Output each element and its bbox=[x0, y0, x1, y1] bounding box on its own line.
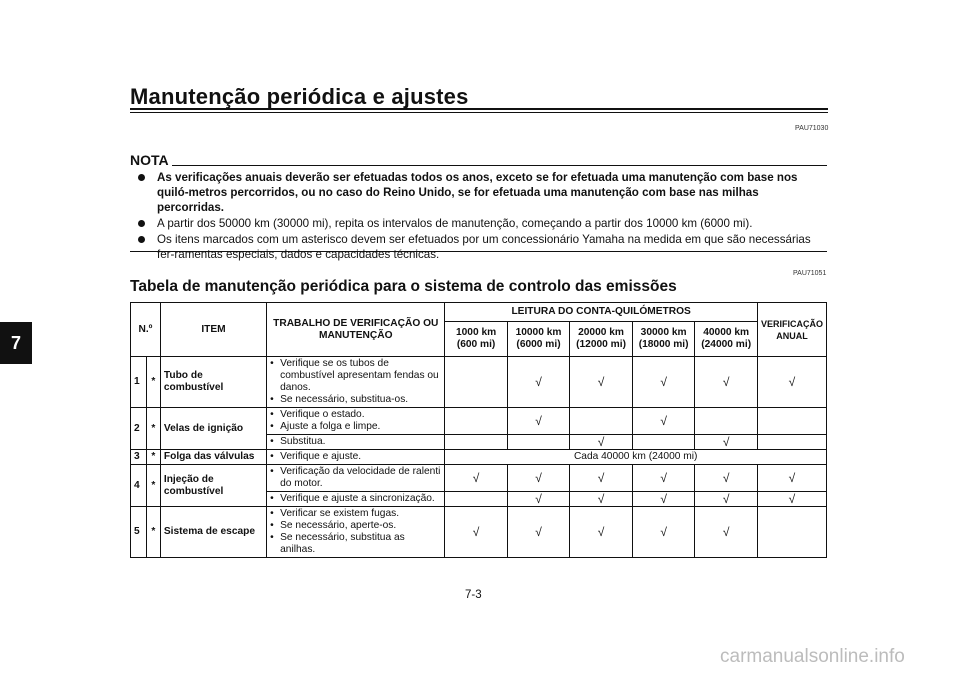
row-asterisk: * bbox=[146, 507, 160, 558]
empty-cell bbox=[695, 408, 758, 435]
operation-line: • Verifique e ajuste a sincronização. bbox=[270, 493, 441, 505]
check-mark: √ bbox=[570, 357, 633, 408]
check-mark: √ bbox=[570, 492, 633, 507]
empty-cell bbox=[445, 435, 507, 450]
row-asterisk: * bbox=[146, 465, 160, 507]
row-number: 2 bbox=[131, 408, 147, 450]
check-mark: √ bbox=[445, 465, 507, 492]
nota-item: A partir dos 50000 km (30000 mi), repita os intervalos de manutenção, começando a partir dos 10000 km (6000 mi). bbox=[136, 216, 828, 231]
row-operation bbox=[267, 465, 445, 492]
check-mark: √ bbox=[445, 507, 507, 558]
row-operation bbox=[267, 450, 445, 465]
empty-cell bbox=[570, 408, 633, 435]
row-item: Sistema de escape bbox=[160, 507, 266, 558]
check-mark: √ bbox=[632, 465, 695, 492]
row-asterisk: * bbox=[146, 357, 160, 408]
chapter-tab: 7 bbox=[0, 322, 32, 364]
row-number: 5 bbox=[131, 507, 147, 558]
row-number: 3 bbox=[131, 450, 147, 465]
operation-list bbox=[270, 436, 441, 448]
watermark: carmanualsonline.info bbox=[720, 646, 905, 667]
table-row bbox=[131, 507, 827, 558]
empty-cell bbox=[757, 408, 826, 435]
check-mark: √ bbox=[695, 492, 758, 507]
row-operation bbox=[267, 408, 445, 435]
nota-label: NOTA bbox=[130, 152, 169, 168]
header-work: TRABALHO DE VERIFICAÇÃO OU MANUTENÇÃO bbox=[267, 303, 445, 357]
operation-line: • Verifique e ajuste. bbox=[270, 451, 441, 463]
interval-span: Cada 40000 km (24000 mi) bbox=[445, 450, 827, 465]
table-row bbox=[131, 450, 827, 465]
empty-cell bbox=[507, 435, 570, 450]
operation-line: • Ajuste a folga e limpe. bbox=[270, 421, 441, 433]
page-number: 7-3 bbox=[465, 589, 482, 601]
check-mark: √ bbox=[695, 465, 758, 492]
empty-cell bbox=[757, 435, 826, 450]
check-mark: √ bbox=[570, 465, 633, 492]
title-rule bbox=[130, 108, 828, 113]
nota-list bbox=[136, 170, 828, 263]
check-mark: √ bbox=[632, 357, 695, 408]
check-mark: √ bbox=[632, 492, 695, 507]
row-number: 1 bbox=[131, 357, 147, 408]
operation-line: • Substitua. bbox=[270, 436, 441, 448]
header-annual: VERIFICAÇÃO ANUAL bbox=[757, 303, 826, 357]
table-row bbox=[131, 465, 827, 492]
check-mark: √ bbox=[695, 357, 758, 408]
row-item: Injeção de combustível bbox=[160, 465, 266, 507]
header-odometer: LEITURA DO CONTA-QUILÓMETROS bbox=[445, 303, 758, 322]
check-mark: √ bbox=[507, 507, 570, 558]
row-asterisk: * bbox=[146, 450, 160, 465]
row-item: Velas de ignição bbox=[160, 408, 266, 450]
check-mark: √ bbox=[757, 465, 826, 492]
page-title: Manutenção periódica e ajustes bbox=[130, 84, 469, 109]
operation-list bbox=[270, 493, 441, 505]
check-mark: √ bbox=[757, 492, 826, 507]
check-mark: √ bbox=[507, 492, 570, 507]
section-title: Tabela de manutenção periódica para o sistema de controlo das emissões bbox=[130, 278, 677, 295]
nota-code: PAU71030 bbox=[795, 125, 829, 132]
operation-list bbox=[270, 466, 441, 490]
maintenance-table bbox=[130, 302, 827, 558]
table-body bbox=[131, 357, 827, 558]
bullet-icon bbox=[138, 236, 145, 243]
empty-cell bbox=[632, 435, 695, 450]
operation-line: • Verificação da velocidade de ralenti do motor. bbox=[270, 466, 441, 490]
operation-list bbox=[270, 508, 441, 556]
row-operation bbox=[267, 492, 445, 507]
check-mark: √ bbox=[507, 357, 570, 408]
operation-line: • Verifique se os tubos de combustível apresentam fendas ou danos. bbox=[270, 358, 441, 394]
operation-line: • Se necessário, aperte-os. bbox=[270, 520, 441, 532]
check-mark: √ bbox=[507, 465, 570, 492]
header-item: ITEM bbox=[160, 303, 266, 357]
check-mark: √ bbox=[507, 408, 570, 435]
empty-cell bbox=[445, 408, 507, 435]
empty-cell bbox=[757, 507, 826, 558]
check-mark: √ bbox=[695, 435, 758, 450]
check-mark: √ bbox=[695, 507, 758, 558]
row-number: 4 bbox=[131, 465, 147, 507]
check-mark: √ bbox=[570, 507, 633, 558]
bullet-icon bbox=[138, 174, 145, 181]
header-num: N.º bbox=[131, 303, 161, 357]
operation-list bbox=[270, 451, 441, 463]
row-item: Tubo de combustível bbox=[160, 357, 266, 408]
row-operation bbox=[267, 507, 445, 558]
header-interval: 10000 km (6000 mi) bbox=[507, 322, 570, 357]
table-row bbox=[131, 408, 827, 435]
row-operation bbox=[267, 357, 445, 408]
row-item: Folga das válvulas bbox=[160, 450, 266, 465]
row-operation bbox=[267, 435, 445, 450]
table-row bbox=[131, 357, 827, 408]
header-interval: 1000 km (600 mi) bbox=[445, 322, 507, 357]
nota-item: As verificações anuais deverão ser efetuadas todos os anos, exceto se for efetuada uma manutenção com base nos quiló-metros percorridos, ou no caso do Reino Unido, se for efetuada uma manutenção com base nas milhas percorridas. bbox=[136, 170, 828, 215]
header-interval: 20000 km (12000 mi) bbox=[570, 322, 633, 357]
operation-line: • Verifique o estado. bbox=[270, 409, 441, 421]
check-mark: √ bbox=[632, 507, 695, 558]
operation-line: • Verificar se existem fugas. bbox=[270, 508, 441, 520]
check-mark: √ bbox=[757, 357, 826, 408]
header-interval: 30000 km (18000 mi) bbox=[632, 322, 695, 357]
nota-divider bbox=[172, 165, 827, 166]
nota-bottom-divider bbox=[130, 251, 827, 252]
check-mark: √ bbox=[570, 435, 633, 450]
row-asterisk: * bbox=[146, 408, 160, 450]
nota-item: Os itens marcados com um asterisco devem ser efetuados por um concessionário Yamaha na medida em que são necessárias fer-ramentas especiais, dados e capacidades técnicas. bbox=[136, 232, 828, 262]
operation-line: • Se necessário, substitua as anilhas. bbox=[270, 532, 441, 556]
operation-list bbox=[270, 358, 441, 406]
check-mark: √ bbox=[632, 408, 695, 435]
empty-cell bbox=[445, 357, 507, 408]
operation-line: • Se necessário, substitua-os. bbox=[270, 394, 441, 406]
bullet-icon bbox=[138, 220, 145, 227]
operation-list bbox=[270, 409, 441, 433]
empty-cell bbox=[445, 492, 507, 507]
header-interval: 40000 km (24000 mi) bbox=[695, 322, 758, 357]
section-code: PAU71051 bbox=[793, 270, 827, 277]
